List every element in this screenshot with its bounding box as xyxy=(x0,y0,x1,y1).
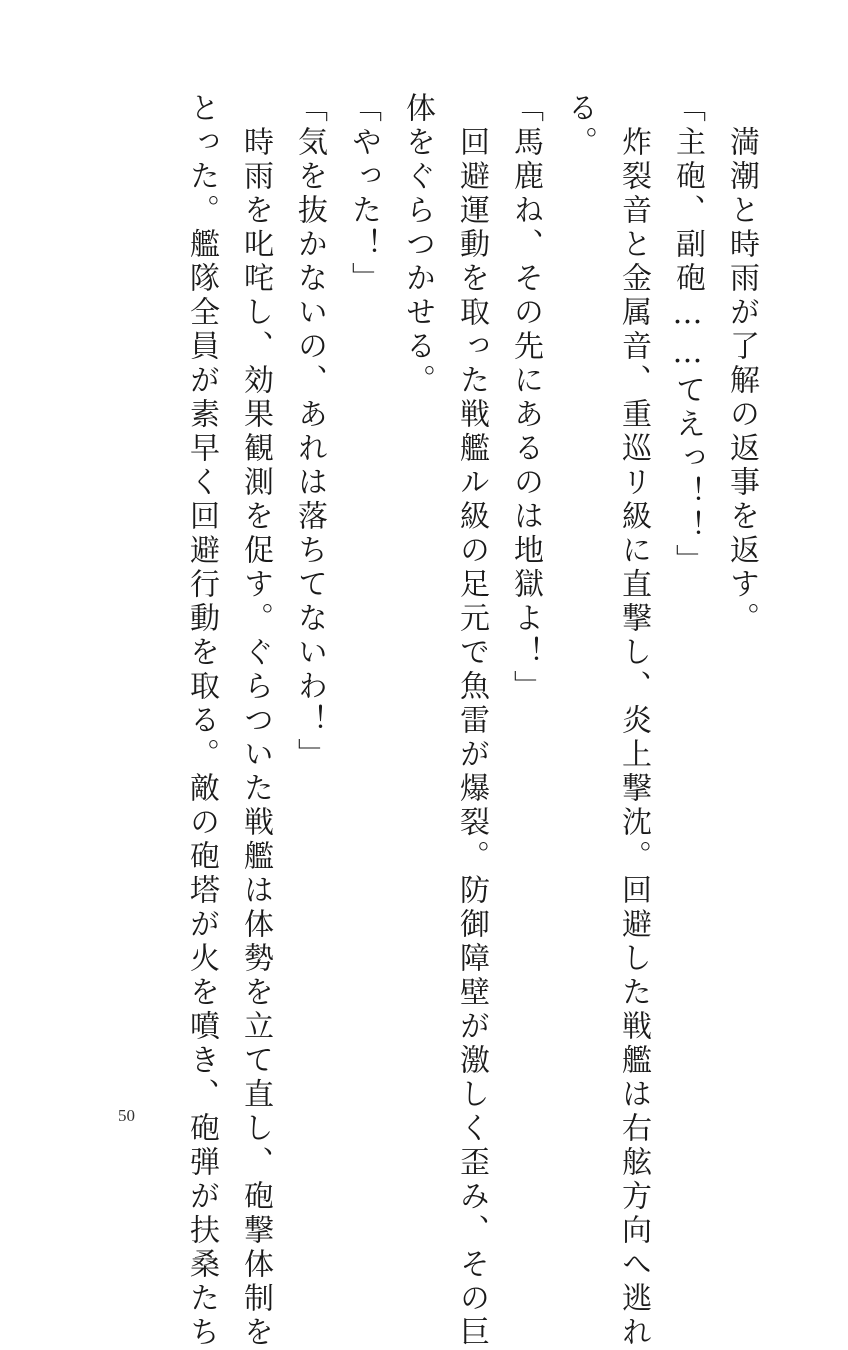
text-line-5: 「馬鹿ね、その先にあるのは地獄よ！」 xyxy=(508,92,543,704)
text-line-2: 「主砲、副砲……てえっ！！」 xyxy=(670,92,705,578)
text-line-3: 炸裂音と金属音、重巡リ級に直撃し、炎上撃沈。回避した戦艦は右舷方向へ逃れ xyxy=(616,92,651,1350)
text-line-10: 時雨を叱咤し、効果観測を促す。ぐらついた戦艦は体勢を立て直し、砲撃体制を xyxy=(238,92,273,1350)
text-line-4: る。 xyxy=(562,92,597,160)
text-line-8: 「やった！」 xyxy=(346,92,381,296)
vertical-text-body xyxy=(174,92,768,1350)
text-line-1: 満潮と時雨が了解の返事を返す。 xyxy=(724,92,759,636)
text-line-11: とった。艦隊全員が素早く回避行動を取る。敵の砲塔が火を噴き、砲弾が扶桑たち xyxy=(184,92,219,1350)
text-line-9: 「気を抜かないの、あれは落ちてないわ！」 xyxy=(292,92,327,772)
text-line-6: 回避運動を取った戦艦ル級の足元で魚雷が爆裂。防御障壁が激しく歪み、その巨 xyxy=(454,92,489,1350)
page-number: 50 xyxy=(118,1106,135,1125)
text-line-7: 体をぐらつかせる。 xyxy=(400,92,435,398)
